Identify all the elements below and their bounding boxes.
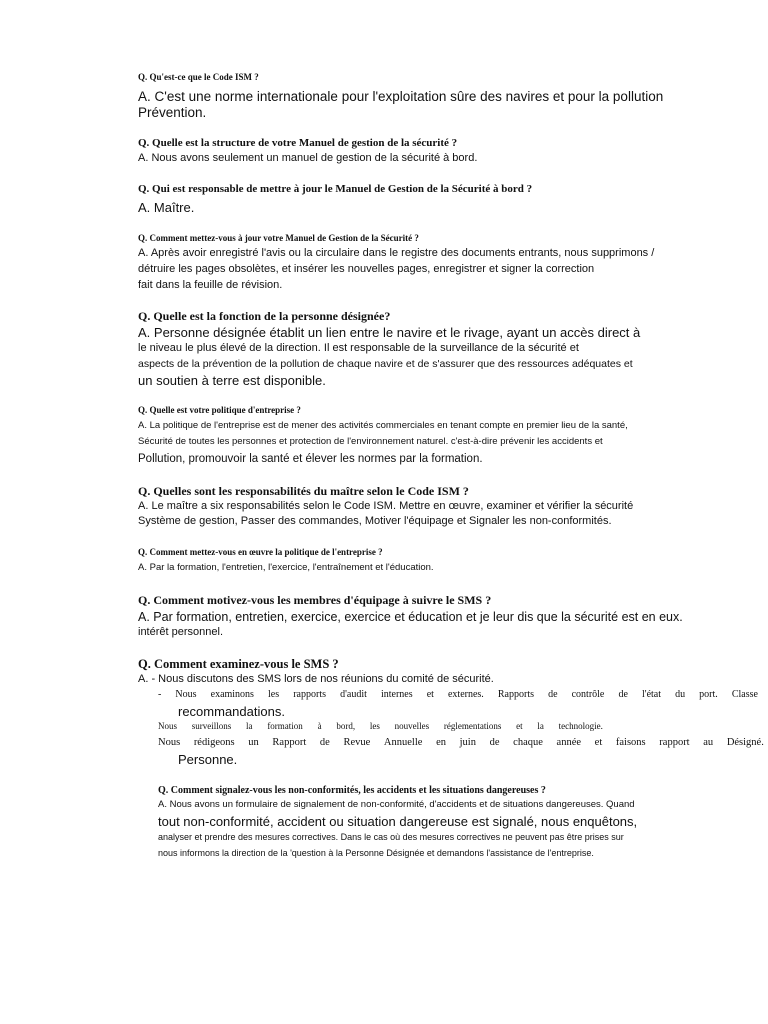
answer-11-line-2: tout non-conformité, accident ou situation dangereuse est signalé, nous enquêtons, <box>158 814 638 829</box>
answer-2-line-1: A. Nous avons seulement un manuel de gestion de la sécurité à bord. <box>138 152 478 164</box>
review-item-2 <box>158 721 603 731</box>
answer-9-line-1: A. Par formation, entretien, exercice, exercice et éducation et je leur dis que la sécurité est en eux. <box>138 610 683 624</box>
word: la <box>537 721 544 731</box>
question-4: Q. Comment mettez-vous à jour votre Manuel de Gestion de la Sécurité ? <box>138 233 419 243</box>
answer-7-line-1: A. Le maître a six responsabilités selon le Code ISM. Mettre en œuvre, examiner et vérifier la sécurité <box>138 500 634 512</box>
word: Désigné. <box>726 737 764 748</box>
answer-7-line-2: Système de gestion, Passer des commandes, Motiver l'équipage et Signaler les non-conformités. <box>138 515 612 527</box>
answer-1-line-1: A. C'est une norme internationale pour l'exploitation sûre des navires et pour la pollution <box>138 89 664 104</box>
word: de <box>319 737 330 748</box>
word: et <box>516 721 523 731</box>
answer-10-line-1: A. - Nous discutons des SMS lors de nos réunions du comité de sécurité. <box>138 673 494 685</box>
answer-6-line-1: A. La politique de l'entreprise est de mener des activités commerciales en tenant compte en premier lieu de la santé, <box>138 420 628 431</box>
word: faisons <box>615 737 646 748</box>
word: de <box>618 689 628 700</box>
review-item-1 <box>158 689 758 701</box>
answer-11-line-4: nous informons la direction de la 'question à la Personne Désignée et demandons l'assistance de l'entreprise. <box>158 848 594 858</box>
word: Nous <box>158 721 178 731</box>
question-3: Q. Qui est responsable de mettre à jour le Manuel de Gestion de la Sécurité à bord ? <box>138 183 533 195</box>
answer-5-line-3: aspects de la prévention de la pollution de chaque navire et de s'assurer que des ressources adéquates et <box>138 358 633 370</box>
question-10: Q. Comment examinez-vous le SMS ? <box>138 657 339 671</box>
word: du <box>675 689 686 700</box>
word: bord, <box>336 721 356 731</box>
word: les <box>268 689 280 700</box>
answer-11-line-3: analyser et prendre des mesures correctives. Dans le cas où des mesures correctives ne peuvent pas être prises sur <box>158 832 624 842</box>
question-6: Q. Quelle est votre politique d'entreprise ? <box>138 405 301 415</box>
word: de <box>489 737 500 748</box>
word: Nous <box>175 689 197 700</box>
word: chaque <box>513 737 543 748</box>
word: Nous <box>158 737 181 748</box>
word: port. <box>699 689 718 700</box>
answer-5-line-4: un soutien à terre est disponible. <box>138 373 326 388</box>
answer-11-line-1: A. Nous avons un formulaire de signalement de non-conformité, d'accidents et de situations dangereuses. Quand <box>158 799 635 810</box>
word: un <box>248 737 259 748</box>
word: Rapports <box>497 689 534 700</box>
question-7: Q. Quelles sont les responsabilités du maître selon le Code ISM ? <box>138 484 469 498</box>
word: et <box>594 737 603 748</box>
word: année <box>556 737 582 748</box>
word: examinons <box>210 689 254 700</box>
word: au <box>703 737 714 748</box>
question-1: Q. Qu'est-ce que le Code ISM ? <box>138 72 259 82</box>
answer-4-line-2: détruire les pages obsolètes, et insérer les nouvelles pages, enregistrer et signer la correction <box>138 263 595 275</box>
review-item-3 <box>158 737 764 749</box>
question-8: Q. Comment mettez-vous en œuvre la politique de l'entreprise ? <box>138 547 383 557</box>
word: à <box>317 721 322 731</box>
word: externes. <box>447 689 484 700</box>
word: de <box>548 689 558 700</box>
review-item-3-continuation: Personne. <box>178 752 238 767</box>
word: nouvelles <box>394 721 430 731</box>
answer-1-line-2: Prévention. <box>138 105 207 120</box>
word: juin <box>459 737 476 748</box>
word: - <box>158 689 162 700</box>
answer-8-line-1: A. Par la formation, l'entretien, l'exercice, l'entraînement et l'éducation. <box>138 562 434 573</box>
word: rédigeons <box>193 737 235 748</box>
word: Classe <box>731 689 758 700</box>
answer-5-line-1: A. Personne désignée établit un lien entre le navire et le rivage, ayant un accès direct à <box>138 325 641 340</box>
answer-9-line-2: intérêt personnel. <box>138 626 223 638</box>
word: Rapport <box>272 737 307 748</box>
review-item-1-continuation: recommandations. <box>178 704 285 719</box>
word: Revue <box>343 737 371 748</box>
word: internes <box>380 689 413 700</box>
question-5: Q. Quelle est la fonction de la personne désignée? <box>138 309 391 323</box>
word: réglementations <box>443 721 502 731</box>
word: surveillons <box>191 721 232 731</box>
answer-4-line-3: fait dans la feuille de révision. <box>138 279 283 291</box>
word: d'audit <box>340 689 367 700</box>
question-11: Q. Comment signalez-vous les non-conformités, les accidents et les situations dangereuses ? <box>158 785 546 796</box>
word: technologie. <box>558 721 603 731</box>
answer-6-line-3: Pollution, promouvoir la santé et élever les normes par la formation. <box>138 453 483 465</box>
answer-5-line-2: le niveau le plus élevé de la direction. Il est responsable de la surveillance de la sécurité et <box>138 342 579 354</box>
answer-6-line-2: Sécurité de toutes les personnes et protection de l'environnement naturel. c'est-à-dire prévenir les accidents et <box>138 436 603 447</box>
question-9: Q. Comment motivez-vous les membres d'équipage à suivre le SMS ? <box>138 593 492 607</box>
answer-3-line-1: A. Maître. <box>138 200 195 215</box>
word: Annuelle <box>383 737 423 748</box>
word: rapports <box>293 689 326 700</box>
word: contrôle <box>571 689 605 700</box>
word: l'état <box>641 689 661 700</box>
answer-4-line-1: A. Après avoir enregistré l'avis ou la circulaire dans le registre des documents entrants, nous supprimons / <box>138 247 655 259</box>
word: et <box>426 689 434 700</box>
word: en <box>436 737 446 748</box>
word: rapport <box>659 737 690 748</box>
word: la <box>246 721 253 731</box>
question-2: Q. Quelle est la structure de votre Manuel de gestion de la sécurité ? <box>138 137 458 149</box>
word: les <box>369 721 380 731</box>
word: formation <box>267 721 303 731</box>
